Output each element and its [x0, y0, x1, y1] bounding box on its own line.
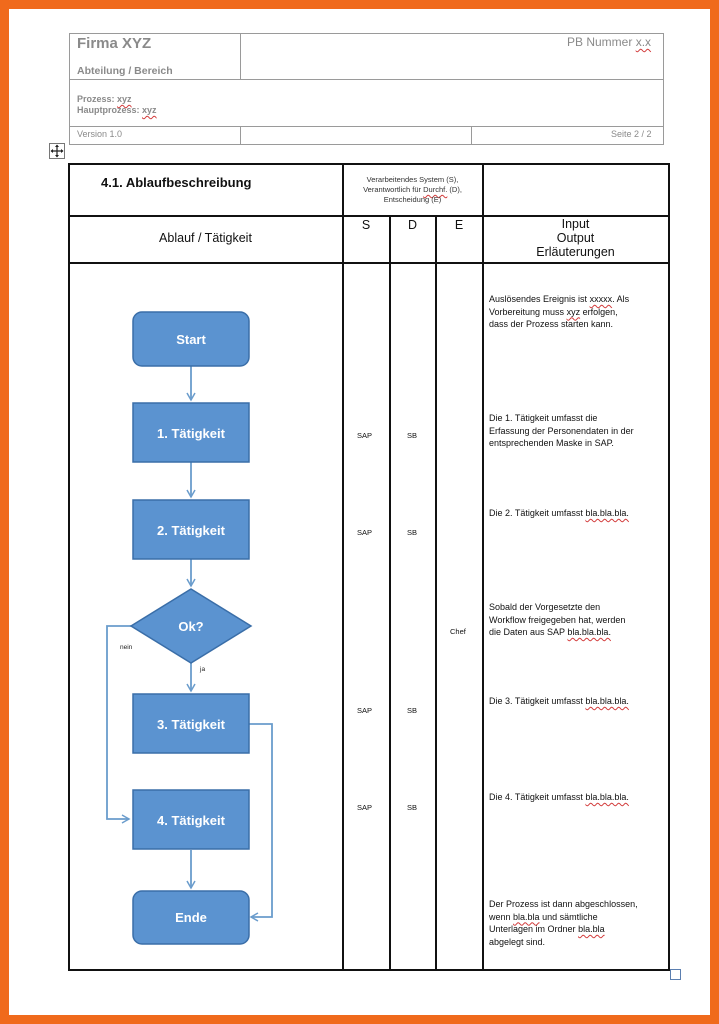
legend-line-2-pre: Verantwortlich für: [363, 185, 422, 194]
note-step3: Die 3. Tätigkeit umfasst bla.bla.bla.: [489, 696, 629, 706]
column-header-flow: Ablauf / Tätigkeit: [159, 231, 252, 245]
note-decision: Sobald der Vorgesetzte den Workflow freigegeben hat, werden die Daten aus SAP bla.bla.bla.: [489, 602, 626, 637]
process-value: xyz: [117, 94, 132, 104]
no-branch-label: nein: [120, 644, 133, 651]
row5-responsible: SB: [407, 803, 418, 812]
row2-system: SAP: [357, 528, 373, 537]
step2-label: 2. Tätigkeit: [157, 523, 225, 538]
legend-line-1: Verarbeitendes System (S),: [366, 175, 459, 184]
subprocess-value: xyz: [142, 105, 157, 115]
row4-responsible: SB: [407, 706, 418, 715]
step3-label: 3. Tätigkeit: [157, 717, 225, 732]
row1-system: SAP: [357, 431, 373, 440]
version-text: Version 1.0: [77, 129, 123, 139]
subprocess-label: Hauptprozess:: [77, 105, 140, 115]
row5-system: SAP: [357, 803, 373, 812]
pb-label: PB Nummer: [567, 35, 633, 49]
column-header-s: S: [361, 218, 371, 232]
column-header-e: E: [454, 218, 464, 232]
resize-handle-icon[interactable]: [670, 969, 681, 980]
column-header-input: Input: [561, 217, 590, 231]
arrow-step3-end: [249, 724, 272, 917]
start-label: Start: [176, 332, 206, 347]
row4-system: SAP: [357, 706, 373, 715]
step4-label: 4. Tätigkeit: [157, 813, 225, 828]
department-label: Abteilung / Bereich: [77, 65, 173, 77]
page-number-text: Seite 2 / 2: [611, 129, 652, 139]
step1-label: 1. Tätigkeit: [157, 426, 225, 441]
legend-line-3: Entscheidung (E): [383, 195, 442, 204]
row2-responsible: SB: [407, 528, 418, 537]
decision-label: Ok?: [178, 619, 204, 634]
legend-line-2-post: (D),: [449, 185, 462, 194]
note-step2: Die 2. Tätigkeit umfasst bla.bla.bla.: [489, 508, 629, 518]
note-step4: Die 4. Tätigkeit umfasst bla.bla.bla.: [489, 792, 629, 802]
note-step1: Die 1. Tätigkeit umfasst die Erfassung der Personendaten in der entsprechenden Maske in SAP.: [489, 413, 634, 448]
arrow-decision-no-step4: [107, 626, 131, 819]
legend-line-2-mark: Durchf.: [423, 185, 448, 194]
note-end: Der Prozess ist dann abgeschlossen, wenn bla.bla und sämtliche Unterlagen im Ordner bla.bla abgelegt sind.: [489, 899, 638, 947]
process-label: Prozess:: [77, 94, 115, 104]
pb-value: x.x: [635, 35, 652, 49]
section-title: 4.1. Ablaufbeschreibung: [101, 175, 252, 190]
document-page: [9, 9, 710, 1015]
yes-branch-label: ja: [200, 666, 206, 673]
column-header-notes: Erläuterungen: [536, 245, 615, 259]
column-header-d: D: [407, 218, 418, 232]
row3-decision: Chef: [450, 627, 466, 636]
note-trigger: Auslösendes Ereignis ist xxxxx. Als Vorbereitung muss xyz erfolgen, dass der Prozess starten kann.: [489, 294, 630, 329]
end-label: Ende: [175, 910, 207, 925]
row1-responsible: SB: [407, 431, 418, 440]
company-name: Firma XYZ: [77, 35, 152, 52]
column-header-output: Output: [556, 231, 595, 245]
